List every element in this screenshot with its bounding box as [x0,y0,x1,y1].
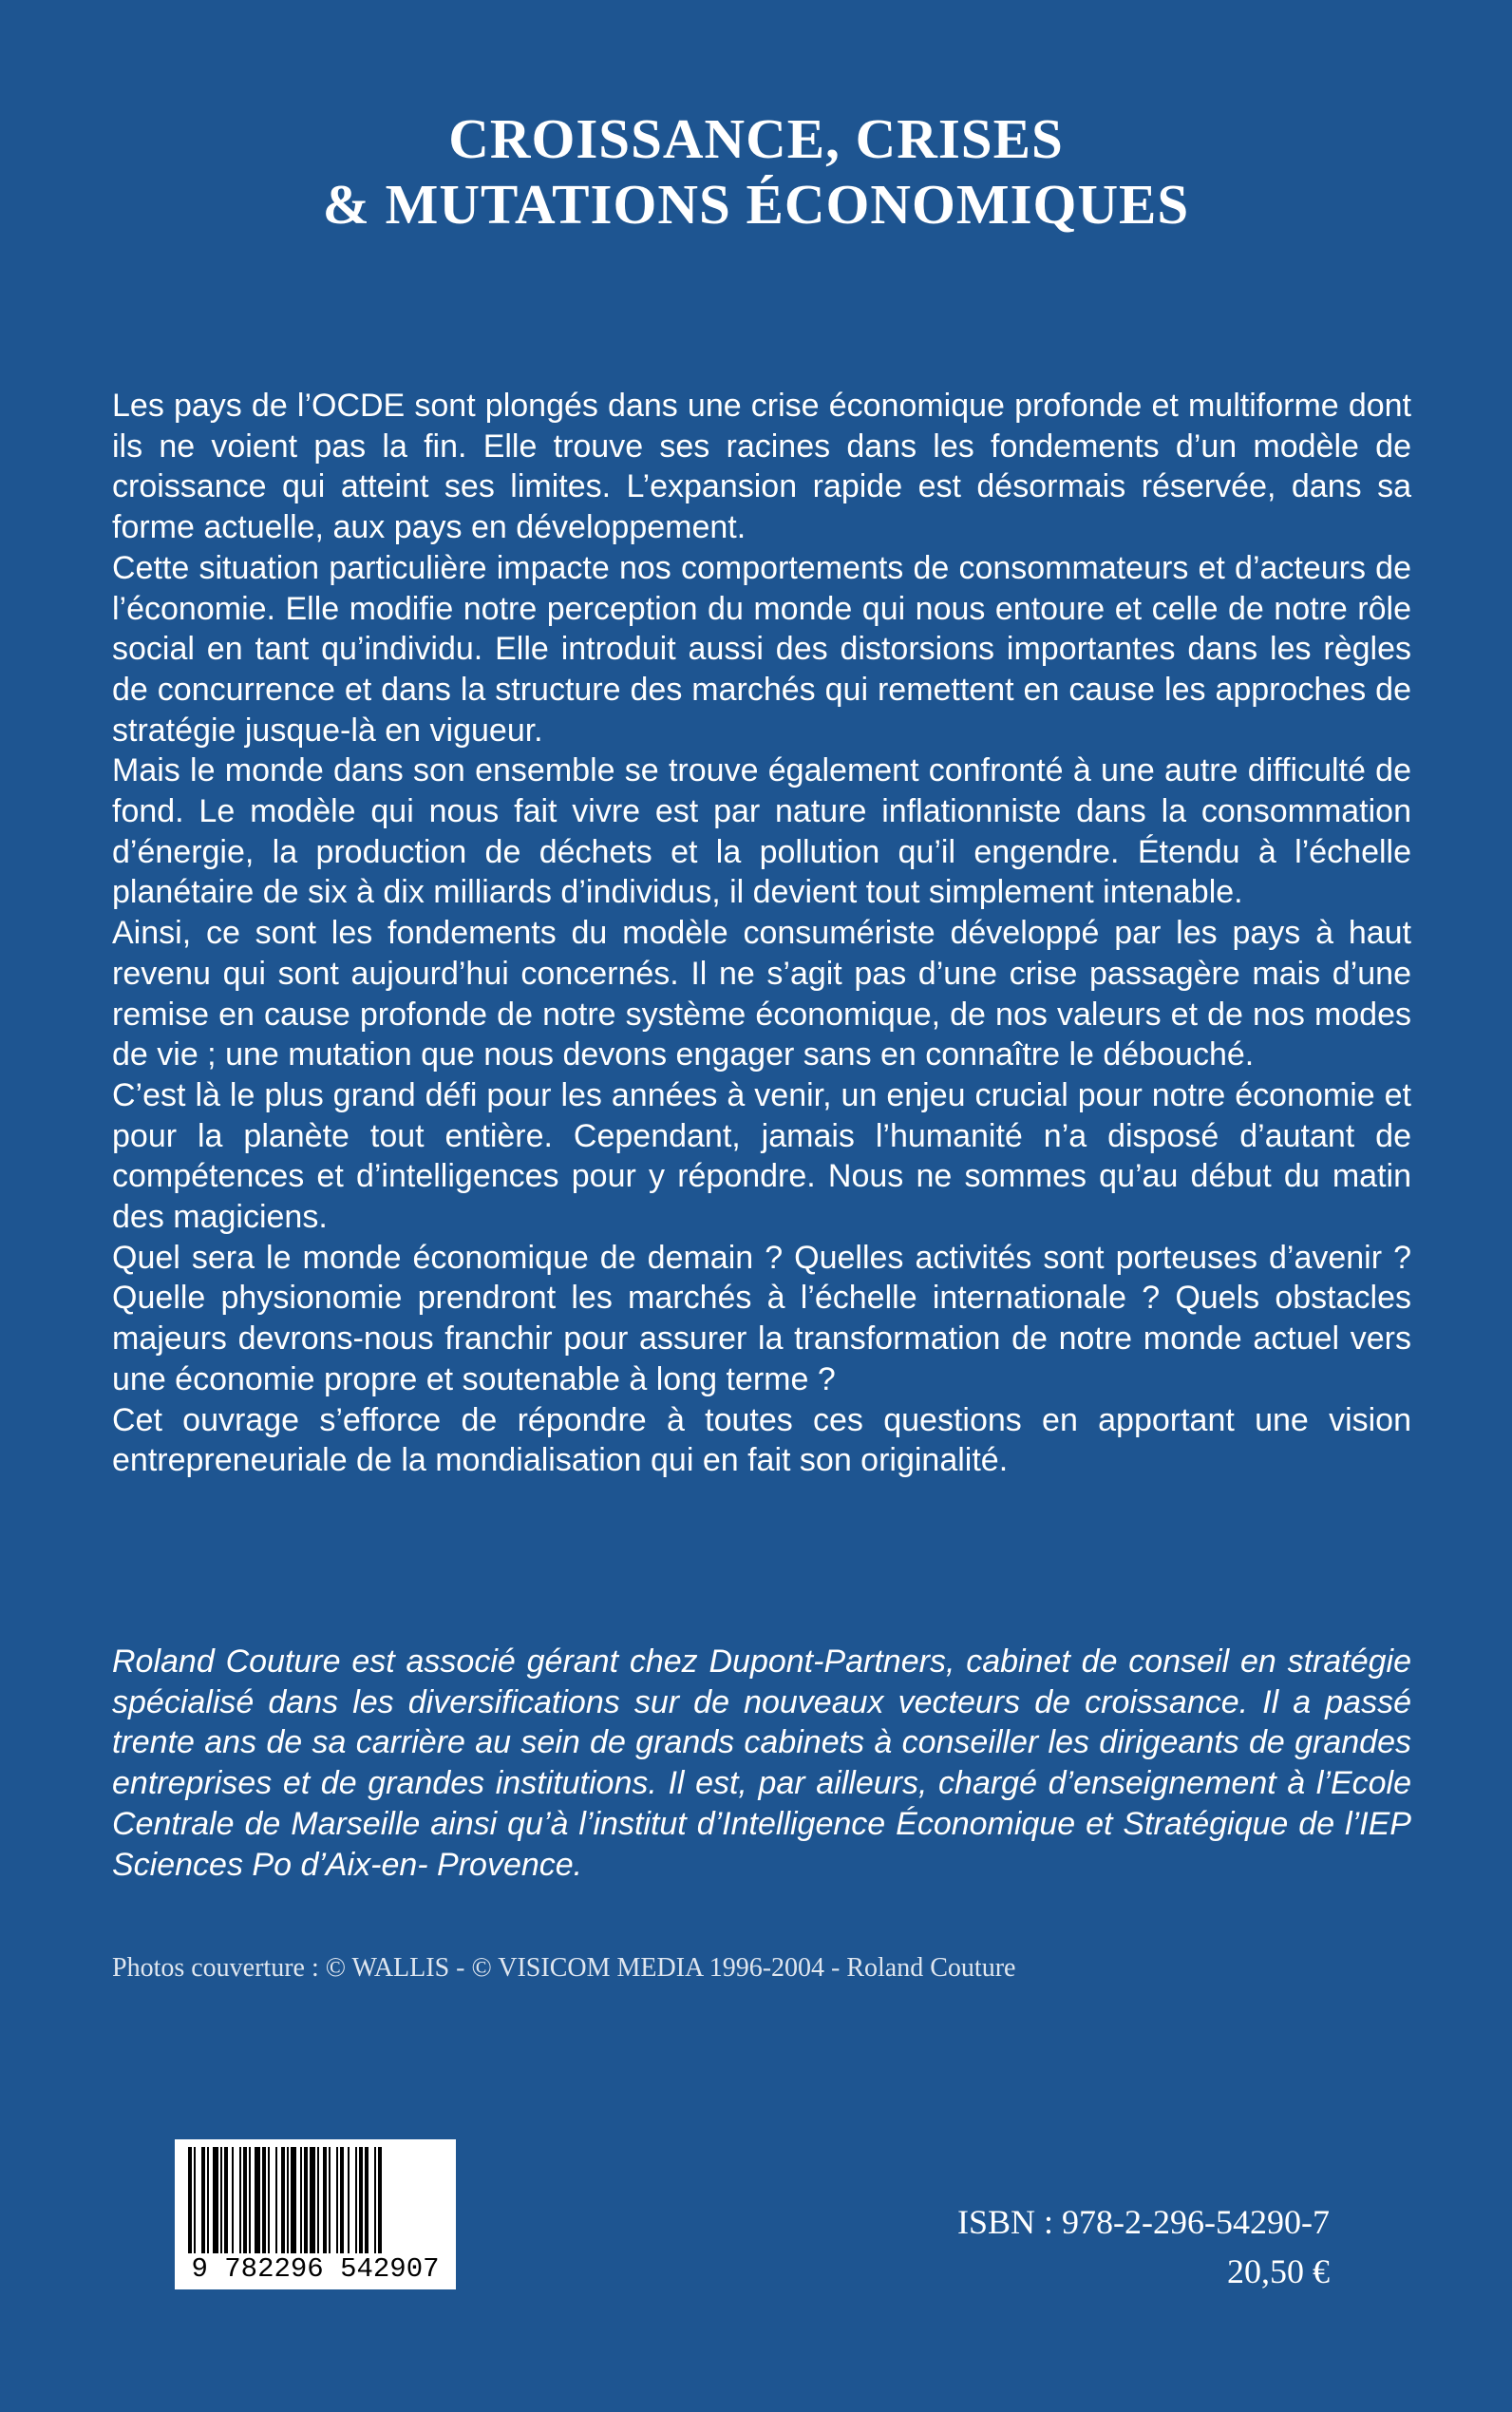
blurb-paragraph: Mais le monde dans son ensemble se trouve également confronté à une autre difficulté de fond. Le modèle qui nous fait vivre est par nature inflationniste dans la consommation d’énergie, la production de déchets et la pollution qu’il engendre. Étendu à l’échelle planétaire de six à dix milliards d’individus, il devient tout simplement intenable. [112,752,1411,911]
title-line-1: CROISSANCE, CRISES [448,107,1064,170]
blurb-paragraph: Cette situation particulière impacte nos comportements de consommateurs et d’acteurs de l’économie. Elle modifie notre perception du monde qui nous entoure et celle de notre rôle social en tant qu’individu. Elle introduit aussi des distorsions importantes dans les règles de concurrence et dans la structure des marchés qui remettent en cause les approches de stratégie jusque-là en vigueur. [112,549,1411,749]
barcode [175,2139,456,2289]
blurb-paragraph: Les pays de l’OCDE sont plongés dans une crise économique profonde et multiforme dont ils ne voient pas la fin. Elle trouve ses racines dans les fondements d’un modèle de croissance qui atteint ses limites. L’expansion rapide est désormais réservée, dans sa forme actuelle, aux pays en développement. [112,388,1411,546]
barcode-digits: 9 782296 542907 [191,2253,440,2285]
isbn: ISBN : 978-2-296-54290-7 [957,2203,1330,2241]
blurb-paragraph: Quel sera le monde économique de demain ? Quelles activités sont porteuses d’avenir ? Quelle physionomie prendront les marchés à l’échelle internationale ? Quels obstacles majeurs devrons-nous franchir pour assurer la transformation de notre monde actuel vers une économie propre et soutenable à long terme ? [112,1239,1411,1397]
blurb-paragraph: Ainsi, ce sont les fondements du modèle consumériste développé par les pays à haut revenu qui sont aujourd’hui concernés. Il ne s’agit pas d’une crise passagère mais d’une remise en cause profonde de notre système économique, de nos valeurs et de nos modes de vie ; une mutation que nous devons engager sans en connaître le débouché. [112,915,1411,1073]
blurb-text [112,386,1411,1481]
author-bio: Roland Couture est associé gérant chez Dupont-Partners, cabinet de conseil en stratégie spécialisé dans les diversifications sur de nouveaux vecteurs de croissance. Il a passé trente ans de sa carrière au sein de grands cabinets à conseiller les dirigeants de grandes entreprises et de grandes institutions. Il est, par ailleurs, chargé d’enseignement à l’Ecole Centrale de Marseille ainsi qu’à l’institut d’Intelligence Économique et Stratégique de l’IEP Sciences Po d’Aix-en- Provence. [112,1643,1411,1883]
title-line-2: & MUTATIONS ÉCONOMIQUES [322,173,1190,236]
book-title [0,106,1512,237]
blurb-paragraph: C’est là le plus grand défi pour les années à venir, un enjeu crucial pour notre économie et pour la planète tout entière. Cependant, jamais l’humanité n’a disposé d’autant de compétences et d’intelligences pour y répondre. Nous ne sommes qu’au début du matin des magiciens. [112,1076,1411,1236]
photo-credits: Photos couverture : © WALLIS - © VISICOM MEDIA 1996-2004 - Roland Couture [112,1953,1016,1983]
price: 20,50 € [1227,2252,1330,2290]
blurb-paragraph: Cet ouvrage s’efforce de répondre à toutes ces questions en apportant une vision entrepreneuriale de la mondialisation qui en fait son originalité. [112,1401,1411,1479]
